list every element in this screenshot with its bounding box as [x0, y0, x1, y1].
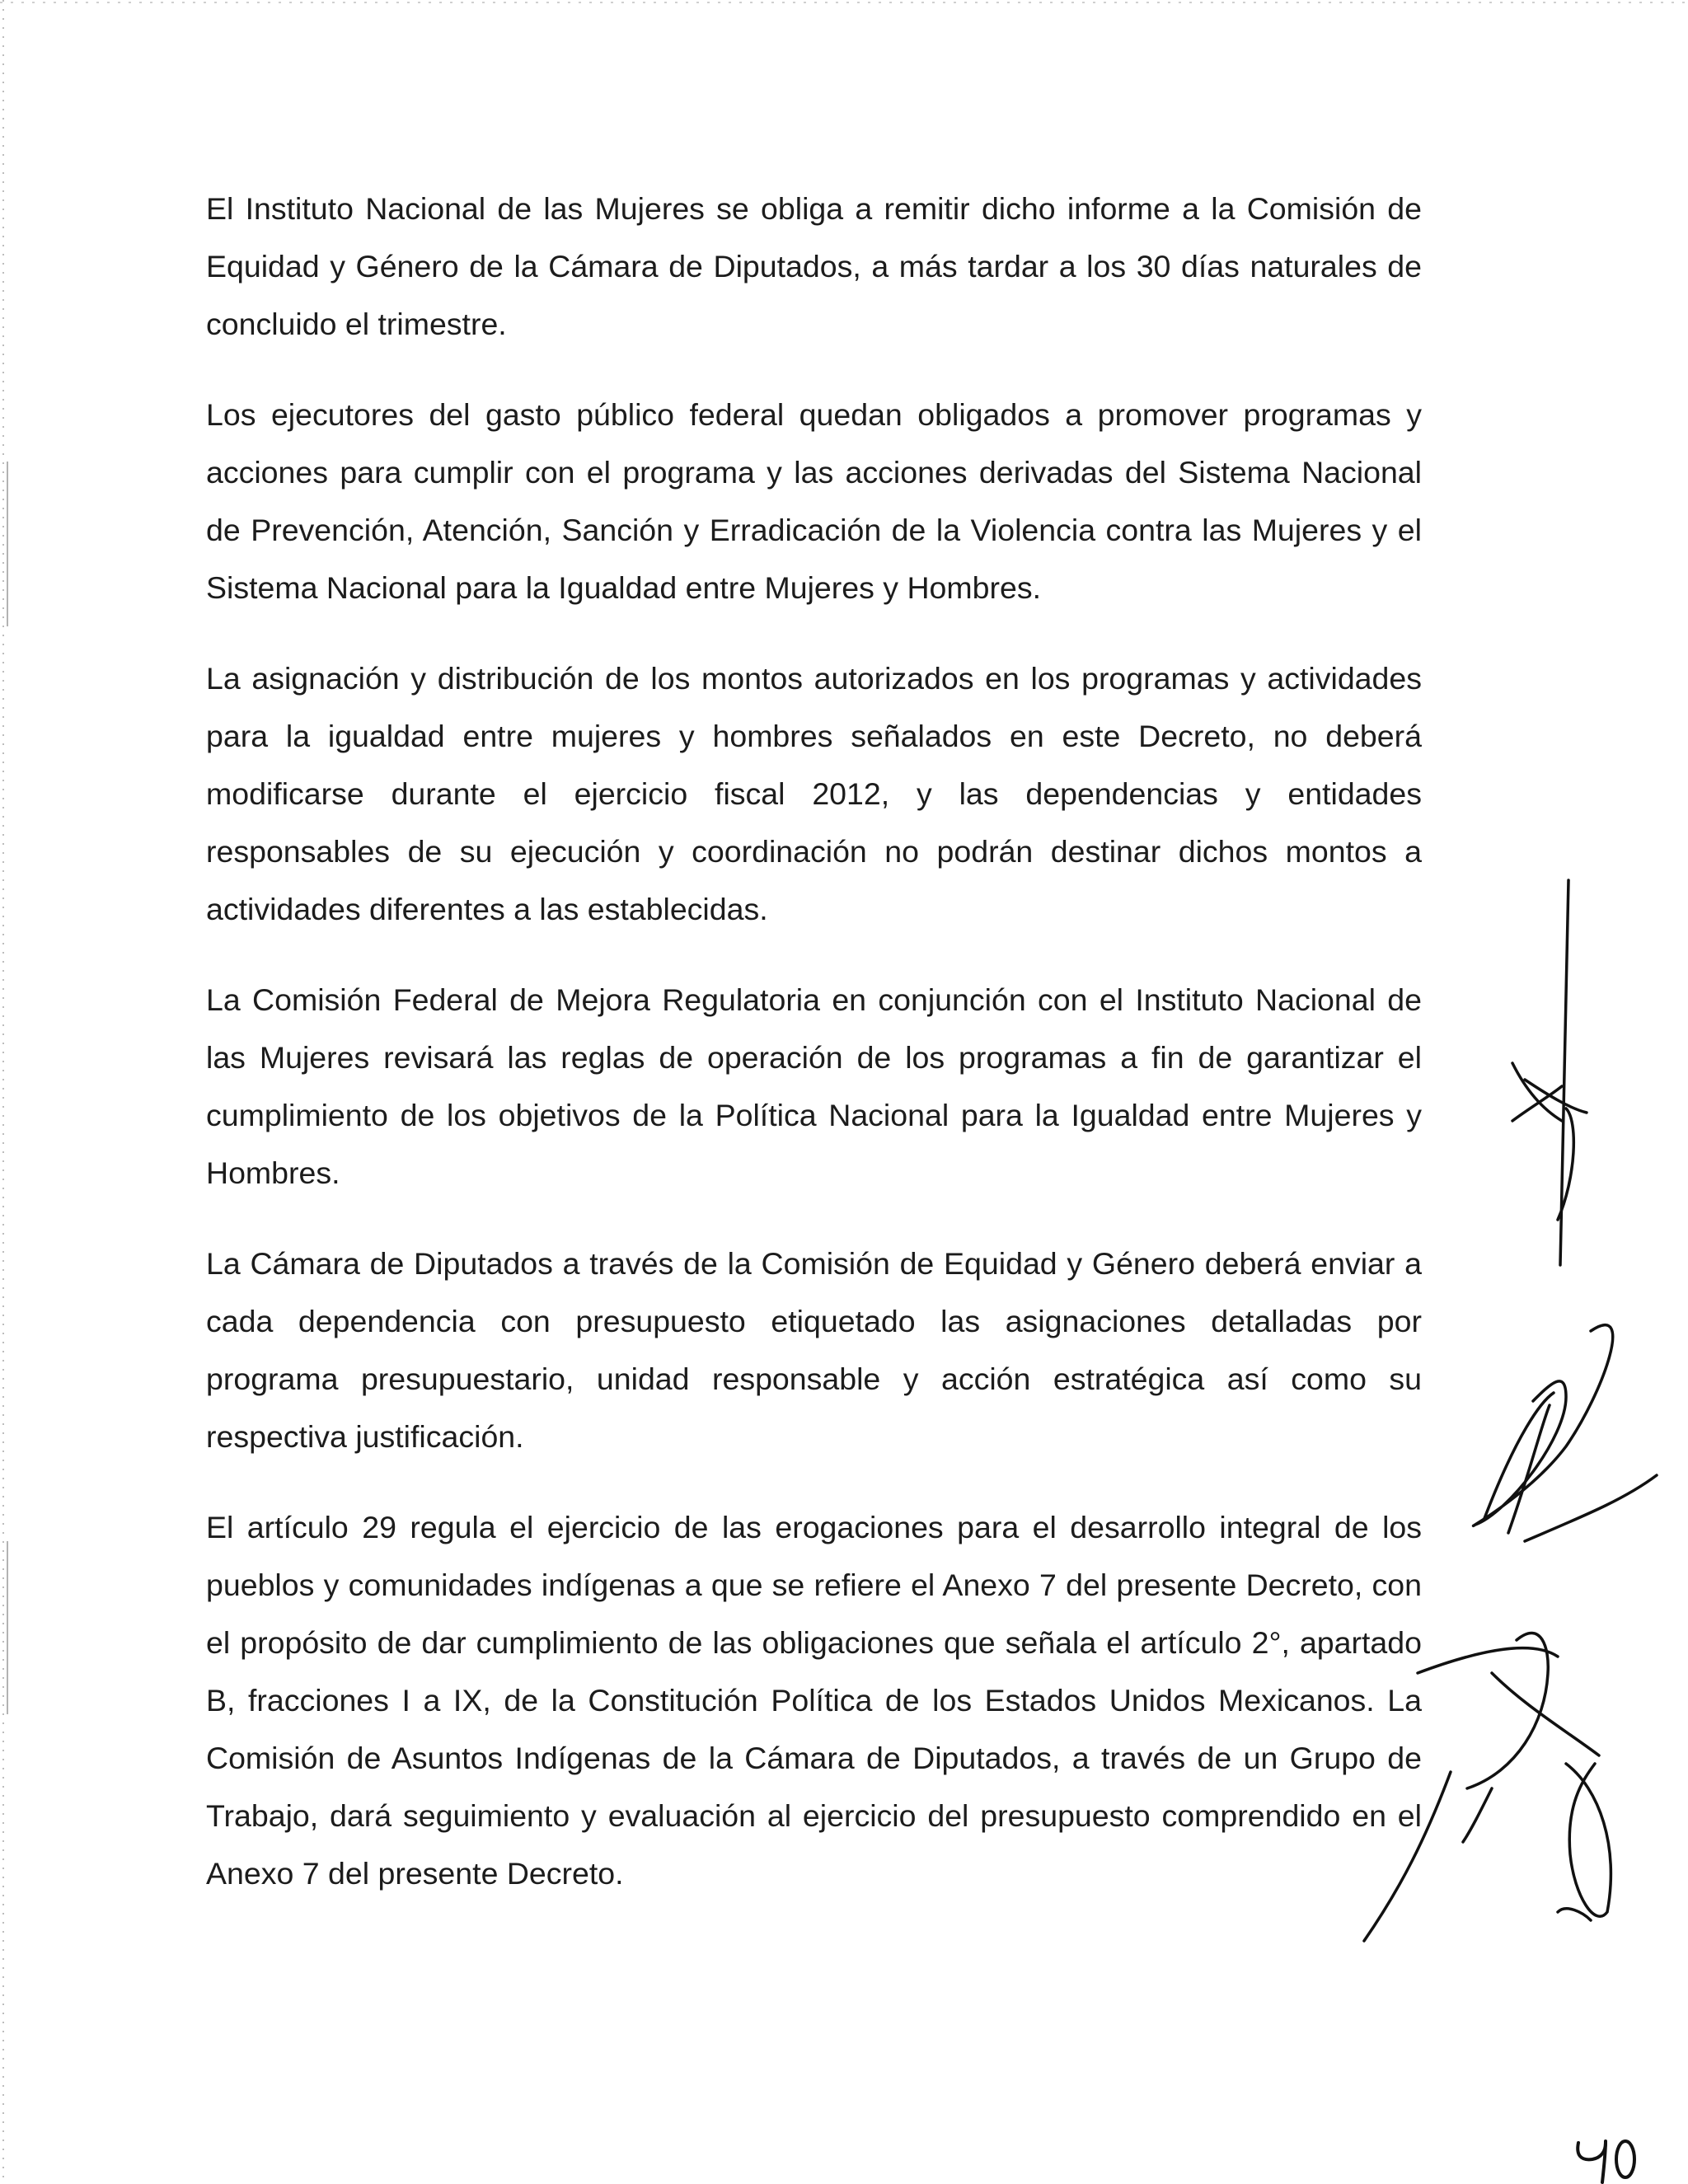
document-body [206, 180, 1422, 1935]
signature-initials-2 [1473, 1325, 1657, 1541]
scan-top-edge [0, 0, 1688, 7]
page-number [1570, 2111, 1669, 2169]
paragraph-articulo-29: El artículo 29 regula el ejercicio de las erogaciones para el desarrollo integral de los pueblos y comunidades indígenas a que se refiere el Anexo 7 del presente Decreto, con el propósito de dar cumplimiento de las obligaciones que señala el artículo 2°, apartado B, fracciones I a IX, de la Constitución Política de los Estados Unidos Mexicanos. La Comisión de Asuntos Indígenas de la Cámara de Diputados, a través de un Grupo de Trabajo, dará seguimiento y evaluación al ejercicio del presupuesto comprendido en el Anexo 7 del presente Decreto. [206, 1510, 1422, 1891]
scan-left-edge [0, 0, 12, 2184]
paragraph-ejecutores-gasto: Los ejecutores del gasto público federal quedan obligados a promover programas y acciones para cumplir con el programa y las acciones derivadas del Sistema Nacional de Prevención, Atención, Sanción y Erradicación de la Violencia contra las Mujeres y el Sistema Nacional para la Igualdad entre Mujeres y Hombres. [206, 397, 1422, 605]
paragraph-mejora-regulatoria: La Comisión Federal de Mejora Regulatoria en conjunción con el Instituto Nacional de las Mujeres revisará las reglas de operación de los programas a fin de garantizar el cumplimiento de los objetivos de la Política Nacional para la Igualdad entre Mujeres y Hombres. [206, 982, 1422, 1190]
signature-initials-1 [1512, 880, 1587, 1265]
paragraph-asignacion-montos: La asignación y distribución de los montos autorizados en los programas y actividades para la igualdad entre mujeres y hombres señalados en este Decreto, no deberá modificarse durante el ejercicio fiscal 2012, y las dependencias y entidades responsables de su ejecución y coordinación no podrán destinar dichos montos a actividades diferentes a las establecidas. [206, 661, 1422, 926]
paragraph-informe-trimestral: El Instituto Nacional de las Mujeres se obliga a remitir dicho informe a la Comisión de Equidad y Género de la Cámara de Diputados, a más tardar a los 30 días naturales de concluido el trimestre. [206, 191, 1422, 341]
paragraph-camara-diputados: La Cámara de Diputados a través de la Comisión de Equidad y Género deberá enviar a cada dependencia con presupuesto etiquetado las asignaciones detalladas por programa presupuestario, unidad responsable y acción estratégica así como su respectiva justificación. [206, 1246, 1422, 1454]
